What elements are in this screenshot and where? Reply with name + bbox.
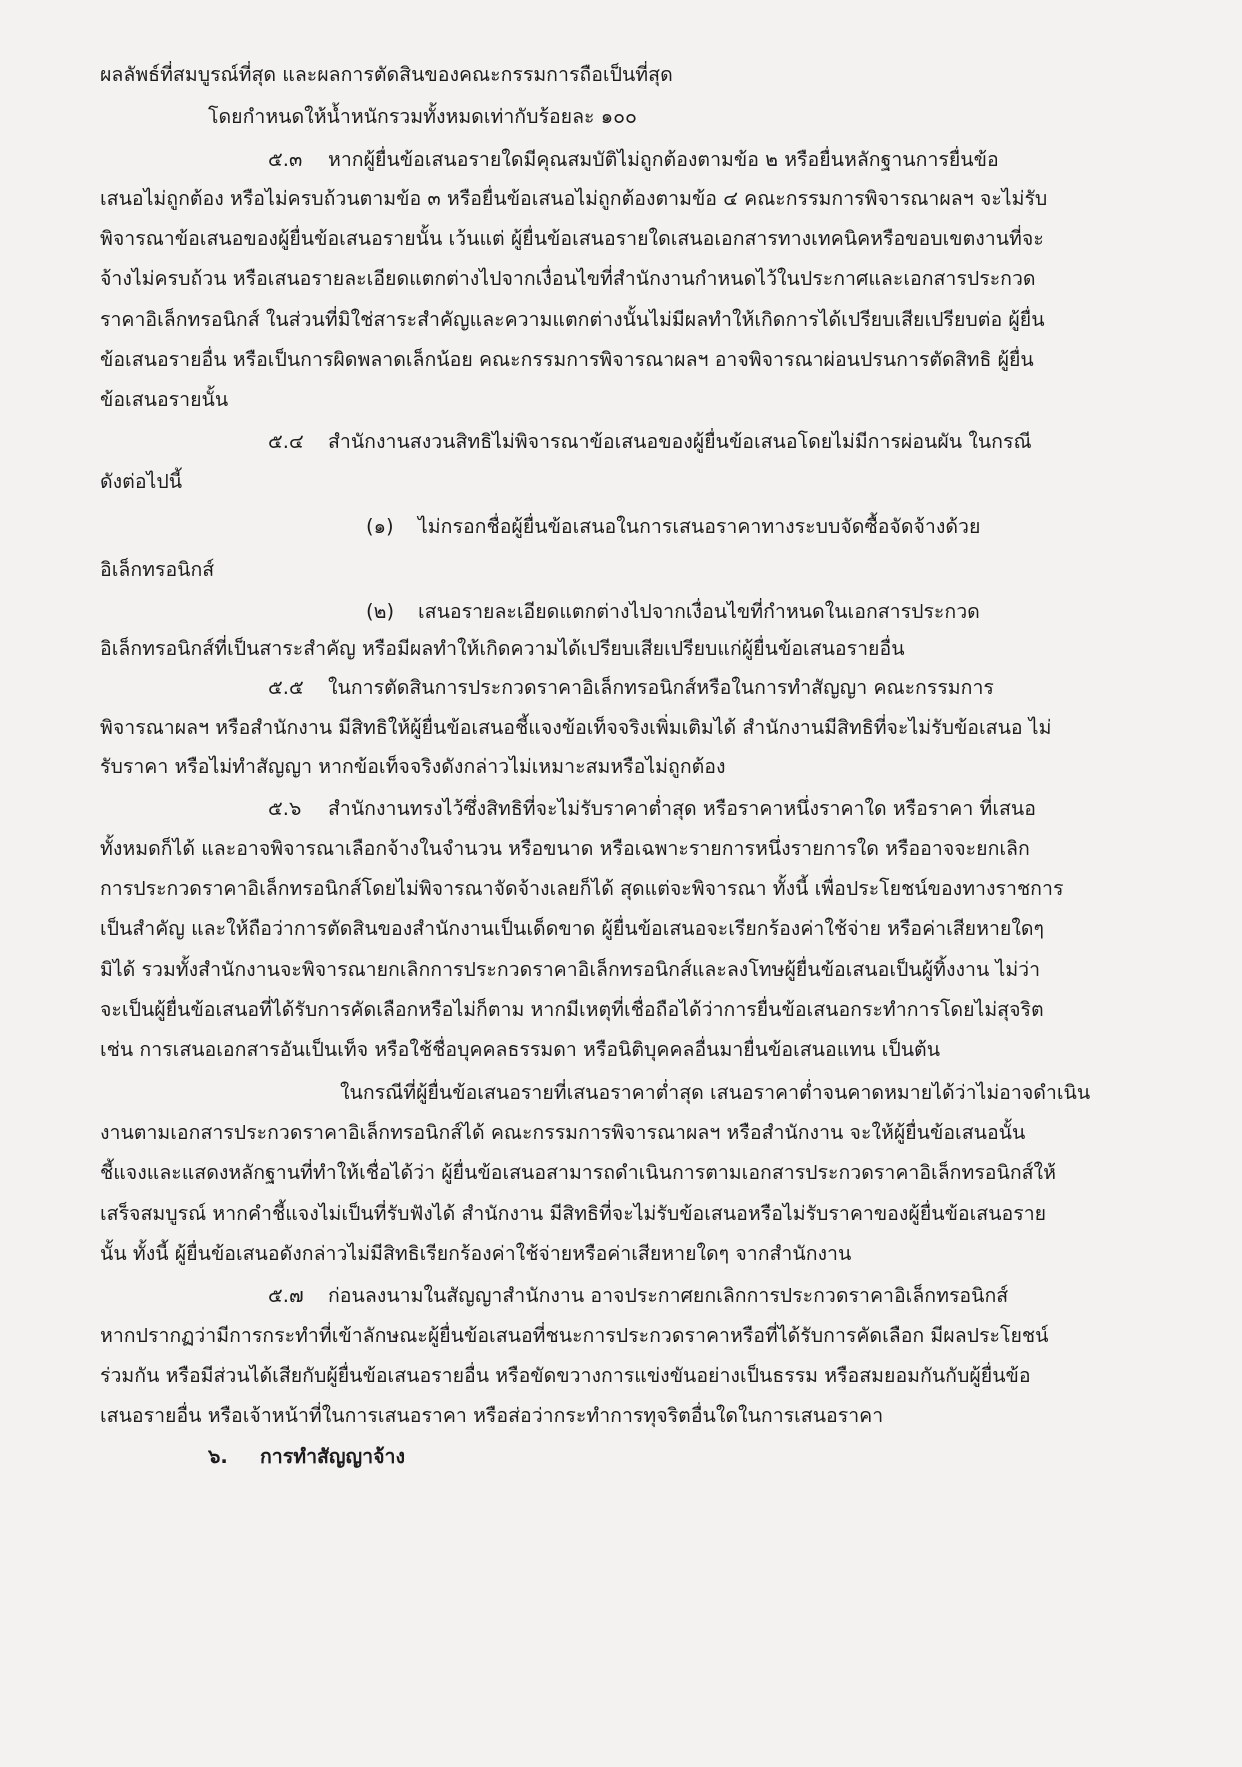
text-line: มิได้ รวมทั้งสำนักงานจะพิจารณายกเลิกการประกวดราคาอิเล็กทรอนิกส์และลงโทษผู้ยื่นข้อเสนอเป็นผู้ทิ้งงาน ไม่ว่า bbox=[100, 958, 1041, 981]
text-line: ผลลัพธ์ที่สมบูรณ์ที่สุด และผลการตัดสินของคณะกรรมการถือเป็นที่สุด bbox=[100, 63, 673, 86]
clause-number: ๕.๕ bbox=[268, 676, 304, 699]
text-line: รับราคา หรือไม่ทำสัญญา หากข้อเท็จจริงดังกล่าวไม่เหมาะสมหรือไม่ถูกต้อง bbox=[100, 755, 726, 778]
text-line: พิจารณาผลฯ หรือสำนักงาน มีสิทธิให้ผู้ยื่นข้อเสนอชี้แจงข้อเท็จจริงเพิ่มเติมได้ สำนักงานมีสิทธิที่จะไม่รับข้อเสนอ ไม่ bbox=[100, 716, 1052, 739]
clause-number: ๕.๓ bbox=[268, 148, 303, 171]
text-line: อิเล็กทรอนิกส์ที่เป็นสาระสำคัญ หรือมีผลทำให้เกิดความได้เปรียบเสียเปรียบแก่ผู้ยื่นข้อเสนอรายอื่น bbox=[100, 637, 905, 660]
text-line: พิจารณาข้อเสนอของผู้ยื่นข้อเสนอรายนั้น เว้นแต่ ผู้ยื่นข้อเสนอรายใดเสนอเอกสารทางเทคนิคหรือขอบเขตงานที่จะ bbox=[100, 227, 1044, 250]
text-line: เสร็จสมบูรณ์ หากคำชี้แจงไม่เป็นที่รับฟังได้ สำนักงาน มีสิทธิที่จะไม่รับข้อเสนอหรือไม่รับราคาของผู้ยื่นข้อเสนอราย bbox=[100, 1202, 1047, 1225]
text-line: ในกรณีที่ผู้ยื่นข้อเสนอรายที่เสนอราคาต่ำสุด เสนอราคาต่ำจนคาดหมายได้ว่าไม่อาจดำเนิน bbox=[340, 1081, 1091, 1104]
clause-number: ๕.๔ bbox=[268, 430, 304, 453]
item-number: (๒) bbox=[366, 600, 395, 623]
section-number: ๖. bbox=[208, 1445, 228, 1468]
text-line: หากปรากฏว่ามีการกระทำที่เข้าลักษณะผู้ยื่นข้อเสนอที่ชนะการประกวดราคาหรือที่ได้รับการคัดเลือก มีผลประโยชน์ bbox=[100, 1324, 1049, 1347]
item-number: (๑) bbox=[366, 515, 394, 538]
text-line: จ้างไม่ครบถ้วน หรือเสนอรายละเอียดแตกต่างไปจากเงื่อนไขที่สำนักงานกำหนดไว้ในประกาศและเอกสารประกวด bbox=[100, 267, 1036, 290]
text-line: เช่น การเสนอเอกสารอันเป็นเท็จ หรือใช้ชื่อบุคคลธรรมดา หรือนิติบุคคลอื่นมายื่นข้อเสนอแทน เป็นต้น bbox=[100, 1038, 941, 1061]
text-line: เสนอไม่ถูกต้อง หรือไม่ครบถ้วนตามข้อ ๓ หรือยื่นข้อเสนอไม่ถูกต้องตามข้อ ๔ คณะกรรมการพิจารณาผลฯ จะไม่รับ bbox=[100, 187, 1048, 210]
clause-number: ๕.๗ bbox=[268, 1284, 304, 1307]
text-line: นั้น ทั้งนี้ ผู้ยื่นข้อเสนอดังกล่าวไม่มีสิทธิเรียกร้องค่าใช้จ่ายหรือค่าเสียหายใดๆ จากสำนักงาน bbox=[100, 1242, 852, 1265]
sub-item-1: (๑) ไม่กรอกชื่อผู้ยื่นข้อเสนอในการเสนอราคาทางระบบจัดซื้อจัดจ้างด้วย bbox=[366, 512, 1136, 542]
text-line: อิเล็กทรอนิกส์ bbox=[100, 558, 215, 581]
section-6-heading: ๖. การทำสัญญาจ้าง bbox=[208, 1442, 1108, 1472]
text-line: ทั้งหมดก็ได้ และอาจพิจารณาเลือกจ้างในจำนวน หรือขนาด หรือเฉพาะรายการหนึ่งรายการใด หรืออาจจะยกเลิก bbox=[100, 837, 1030, 860]
text-line: ชี้แจงและแสดงหลักฐานที่ทำให้เชื่อได้ว่า ผู้ยื่นข้อเสนอสามารถดำเนินการตามเอกสารประกวดราคาอิเล็กทรอนิกส์ให้ bbox=[100, 1161, 1056, 1184]
text-line: เสนอรายอื่น หรือเจ้าหน้าที่ในการเสนอราคา หรือส่อว่ากระทำการทุจริตอื่นใดในการเสนอราคา bbox=[100, 1404, 884, 1427]
text-line: ดังต่อไปนี้ bbox=[100, 470, 183, 493]
clause-5-5: ๕.๕ ในการตัดสินการประกวดราคาอิเล็กทรอนิกส์หรือในการทำสัญญา คณะกรรมการ bbox=[268, 673, 1138, 703]
text-line: ร่วมกัน หรือมีส่วนได้เสียกับผู้ยื่นข้อเสนอรายอื่น หรือขัดขวางการแข่งขันอย่างเป็นธรรม หรือสมยอมกันกับผู้ยื่นข้อ bbox=[100, 1364, 1031, 1387]
text-line: ราคาอิเล็กทรอนิกส์ ในส่วนที่มิใช่สาระสำคัญและความแตกต่างนั้นไม่มีผลทำให้เกิดการได้เปรียบเสียเปรียบต่อ ผู้ยื่น bbox=[100, 308, 1045, 331]
clause-number: ๕.๖ bbox=[268, 797, 302, 820]
text-line: ข้อเสนอรายอื่น หรือเป็นการผิดพลาดเล็กน้อย คณะกรรมการพิจารณาผลฯ อาจพิจารณาผ่อนปรนการตัดสิทธิ ผู้ยื่น bbox=[100, 348, 1034, 371]
clause-5-7: ๕.๗ ก่อนลงนามในสัญญาสำนักงาน อาจประกาศยกเลิกการประกวดราคาอิเล็กทรอนิกส์ bbox=[268, 1281, 1138, 1311]
sub-item-2: (๒) เสนอรายละเอียดแตกต่างไปจากเงื่อนไขที่กำหนดในเอกสารประกวด bbox=[366, 597, 1136, 627]
text-line: งานตามเอกสารประกวดราคาอิเล็กทรอนิกส์ได้ คณะกรรมการพิจารณาผลฯ หรือสำนักงาน จะให้ผู้ยื่นข้อเสนอนั้น bbox=[100, 1121, 1026, 1144]
text-line: การประกวดราคาอิเล็กทรอนิกส์โดยไม่พิจารณาจัดจ้างเลยก็ได้ สุดแต่จะพิจารณา ทั้งนี้ เพื่อประโยชน์ของทางราชการ bbox=[100, 877, 1064, 900]
clause-5-4: ๕.๔ สำนักงานสงวนสิทธิไม่พิจารณาข้อเสนอของผู้ยื่นข้อเสนอโดยไม่มีการผ่อนผัน ในกรณี bbox=[268, 427, 1138, 457]
text-line: จะเป็นผู้ยื่นข้อเสนอที่ได้รับการคัดเลือกหรือไม่ก็ตาม หากมีเหตุที่เชื่อถือได้ว่าการยื่นข้อเสนอกระทำการโดยไม่สุจริต bbox=[100, 998, 1044, 1021]
clause-5-3: ๕.๓ หากผู้ยื่นข้อเสนอรายใดมีคุณสมบัติไม่ถูกต้องตามข้อ ๒ หรือยื่นหลักฐานการยื่นข้อ bbox=[268, 145, 1138, 175]
text-line: ข้อเสนอรายนั้น bbox=[100, 388, 229, 411]
text-line: โดยกำหนดให้น้ำหนักรวมทั้งหมดเท่ากับร้อยละ ๑๐๐ bbox=[208, 105, 637, 128]
text-line: เป็นสำคัญ และให้ถือว่าการตัดสินของสำนักงานเป็นเด็ดขาด ผู้ยื่นข้อเสนอจะเรียกร้องค่าใช้จ่าย หรือค่าเสียหายใดๆ bbox=[100, 917, 1044, 940]
clause-5-6: ๕.๖ สำนักงานทรงไว้ซึ่งสิทธิที่จะไม่รับราคาต่ำสุด หรือราคาหนึ่งราคาใด หรือราคา ที่เสนอ bbox=[268, 794, 1138, 824]
